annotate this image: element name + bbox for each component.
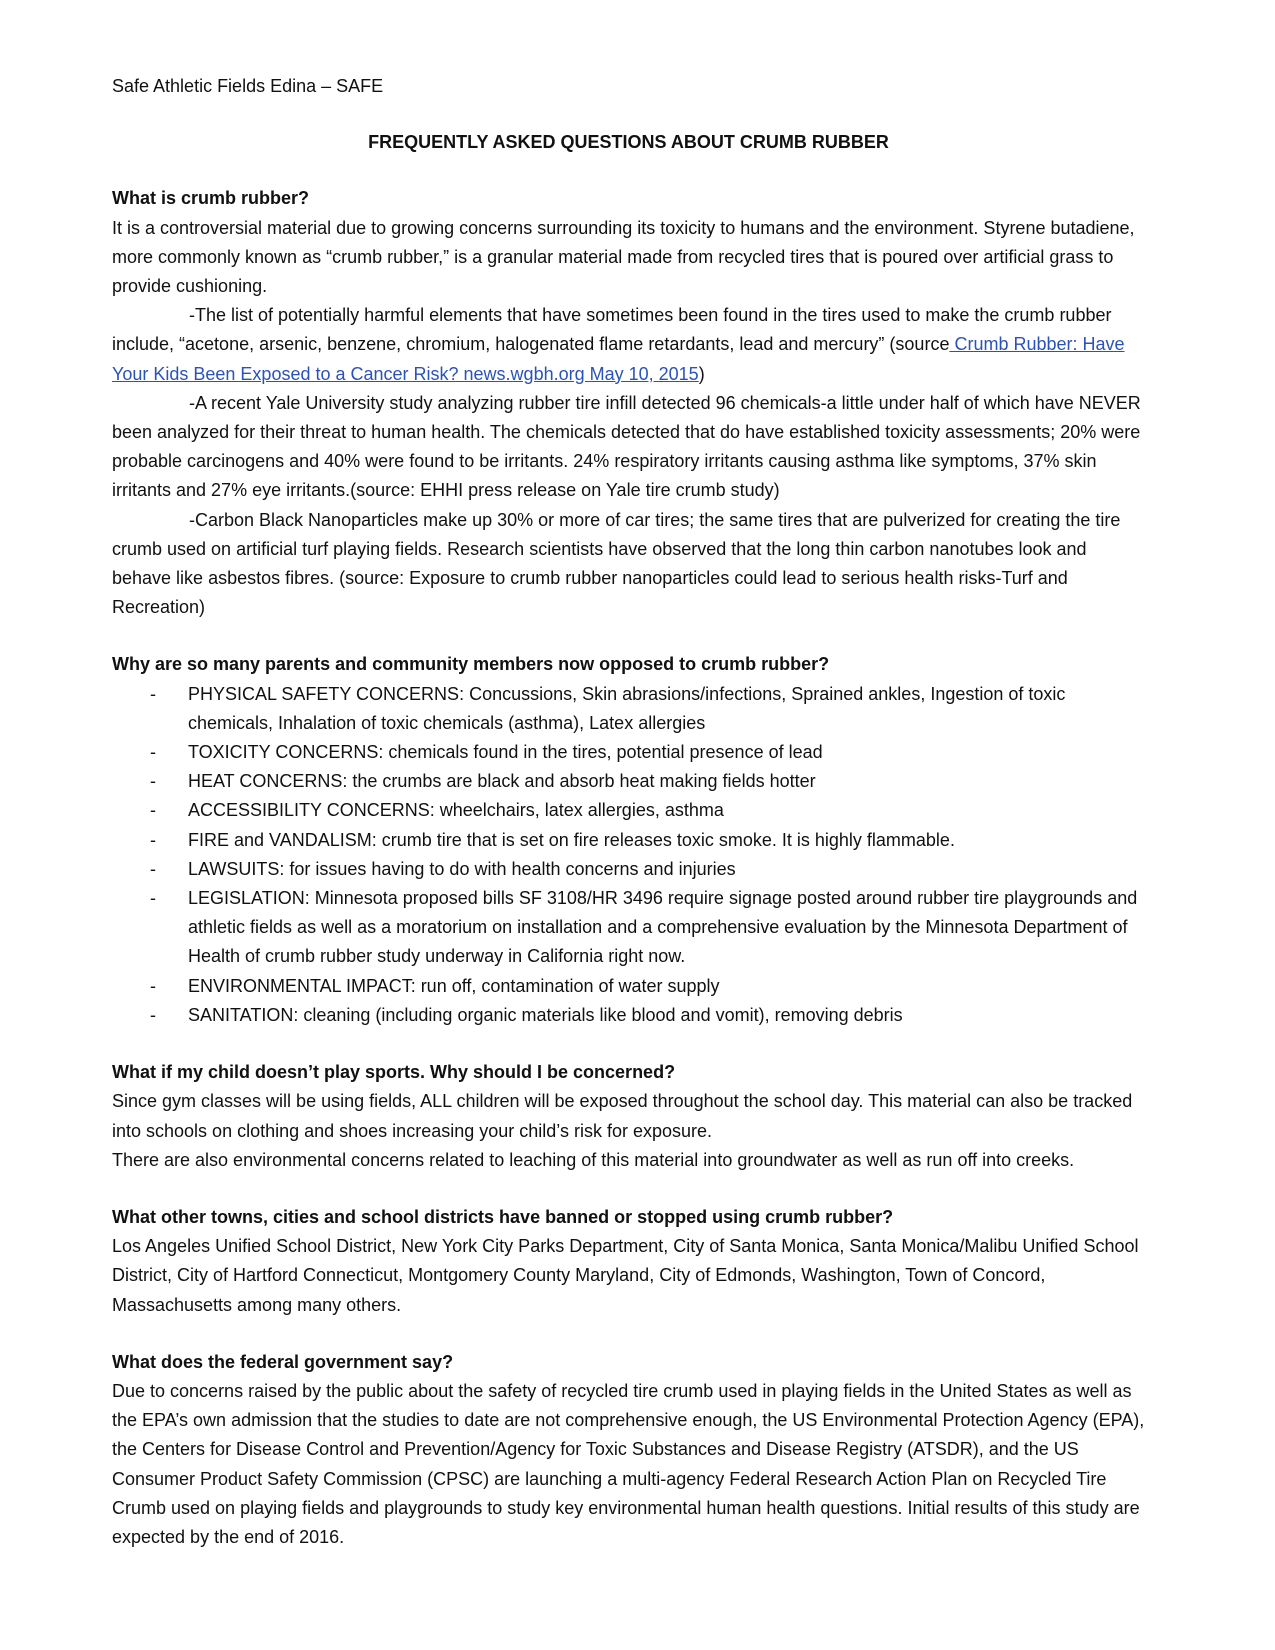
list-item-text: LAWSUITS: for issues having to do with health concerns and injuries [188, 858, 736, 879]
list-item [112, 767, 1145, 796]
list-bullet: - [150, 771, 156, 792]
faq-section-what-is [112, 184, 1145, 622]
document-title: FREQUENTLY ASKED QUESTIONS ABOUT CRUMB RUBBER [368, 132, 889, 153]
question-heading: What if my child doesn’t play sports. Why should I be concerned? [112, 1062, 676, 1083]
answer-paragraph: Los Angeles Unified School District, New York City Parks Department, City of Santa Monica, Santa Monica/Malibu Unified School District, City of Hartford Connecticut, Montgomery County Maryland, City of Edmonds, Washington, Town of Concord, Massachusetts among many others. [112, 1236, 1139, 1315]
answer-paragraph: -A recent Yale University study analyzing rubber tire infill detected 96 chemicals-a little under half of which have NEVER been analyzed for their threat to human health. The chemicals detected that do have established toxicity assessments; 20% were probable carcinogens and 40% were found to be irritants. 24% respiratory irritants causing asthma like symptoms, 37% skin irritants and 27% eye irritants.(source: EHHI press release on Yale tire crumb study) [112, 392, 1141, 501]
list-bullet: - [150, 683, 156, 704]
list-bullet: - [150, 975, 156, 996]
list-bullet: - [150, 858, 156, 879]
list-item-text: FIRE and VANDALISM: crumb tire that is set on fire releases toxic smoke. It is highly flammable. [188, 829, 955, 850]
list-item [112, 972, 1145, 1001]
list-bullet: - [150, 800, 156, 821]
list-bullet: - [150, 829, 156, 850]
list-item-text: TOXICITY CONCERNS: chemicals found in the tires, potential presence of lead [188, 742, 823, 763]
concerns-list [112, 680, 1145, 1030]
question-heading: What does the federal government say? [112, 1351, 454, 1372]
list-item [112, 884, 1145, 972]
list-item-text: ACCESSIBILITY CONCERNS: wheelchairs, latex allergies, asthma [188, 800, 724, 821]
paragraph-text: -The list of potentially harmful elements that have sometimes been found in the tires used to make the crumb rubber include, “acetone, arsenic, benzene, chromium, halogenated flame retardants, lead and mercury” (source [112, 305, 1112, 355]
answer-paragraph: -Carbon Black Nanoparticles make up 30% or more of car tires; the same tires that are pulverized for creating the tire crumb used on artificial turf playing fields. Research scientists have observed that the long thin carbon nanotubes look and behave like asbestos fibres. (source: Exposure to crumb rubber nanoparticles could lead to serious health risks-Turf and Recreation) [112, 509, 1121, 618]
question-heading: What is crumb rubber? [112, 188, 310, 209]
list-item-text: HEAT CONCERNS: the crumbs are black and absorb heat making fields hotter [188, 771, 816, 792]
list-bullet: - [150, 1004, 156, 1025]
list-item [112, 1001, 1145, 1030]
answer-paragraph: Since gym classes will be using fields, ALL children will be exposed throughout the school day. This material can also be tracked into schools on clothing and shoes increasing your child’s risk for exposure. [112, 1091, 1133, 1141]
faq-section-federal [112, 1348, 1145, 1552]
list-item-text: ENVIRONMENTAL IMPACT: run off, contamination of water supply [188, 975, 720, 996]
list-item-text: PHYSICAL SAFETY CONCERNS: Concussions, Skin abrasions/infections, Sprained ankles, Ingestion of toxic chemicals, Inhalation of toxic chemicals (asthma), Latex allergies [188, 683, 1066, 733]
list-item [112, 855, 1145, 884]
answer-paragraph: It is a controversial material due to growing concerns surrounding its toxicity to humans and the environment. Styrene butadiene, more commonly known as “crumb rubber,” is a granular material made from recycled tires that is poured over artificial grass to provide cushioning. [112, 217, 1135, 297]
faq-section-bans [112, 1203, 1145, 1320]
list-item-text: SANITATION: cleaning (including organic materials like blood and vomit), removing debris [188, 1004, 903, 1025]
faq-section-non-athletes [112, 1058, 1145, 1175]
list-item [112, 826, 1145, 855]
organization-name: Safe Athletic Fields Edina – SAFE [112, 76, 384, 96]
source-link[interactable]: Crumb Rubber: Have Your Kids Been Exposed to a Cancer Risk? news.wgbh.org May 10, 2015 [112, 334, 1125, 384]
list-bullet: - [150, 888, 156, 909]
answer-paragraph: Due to concerns raised by the public about the safety of recycled tire crumb used in playing fields in the United States as well as the EPA’s own admission that the studies to date are not comprehensive enough, the US Environmental Protection Agency (EPA), the Centers for Disease Control and Prevention/Agency for Toxic Substances and Disease Registry (ATSDR), and the US Consumer Product Safety Commission (CPSC) are launching a multi-agency Federal Research Action Plan on Recycled Tire Crumb used on playing fields and playgrounds to study key environmental human health questions. Initial results of this study are expected by the end of 2016. [112, 1380, 1145, 1547]
answer-paragraph: There are also environmental concerns related to leaching of this material into groundwater as well as run off into creeks. [112, 1149, 1075, 1170]
question-heading: What other towns, cities and school districts have banned or stopped using crumb rubber? [112, 1206, 894, 1227]
faq-section-opposition [112, 650, 1145, 1030]
list-item-text: LEGISLATION: Minnesota proposed bills SF 3108/HR 3496 require signage posted around rubber tire playgrounds and athletic fields as well as a moratorium on installation and a comprehensive evaluation by the Minnesota Department of Health of crumb rubber study underway in California right now. [188, 888, 1138, 967]
paragraph-text: ) [698, 363, 705, 384]
list-item [112, 796, 1145, 825]
list-item [112, 680, 1145, 738]
list-item [112, 738, 1145, 767]
question-heading: Why are so many parents and community members now opposed to crumb rubber? [112, 654, 830, 675]
list-bullet: - [150, 742, 156, 763]
answer-paragraph [112, 301, 1145, 389]
